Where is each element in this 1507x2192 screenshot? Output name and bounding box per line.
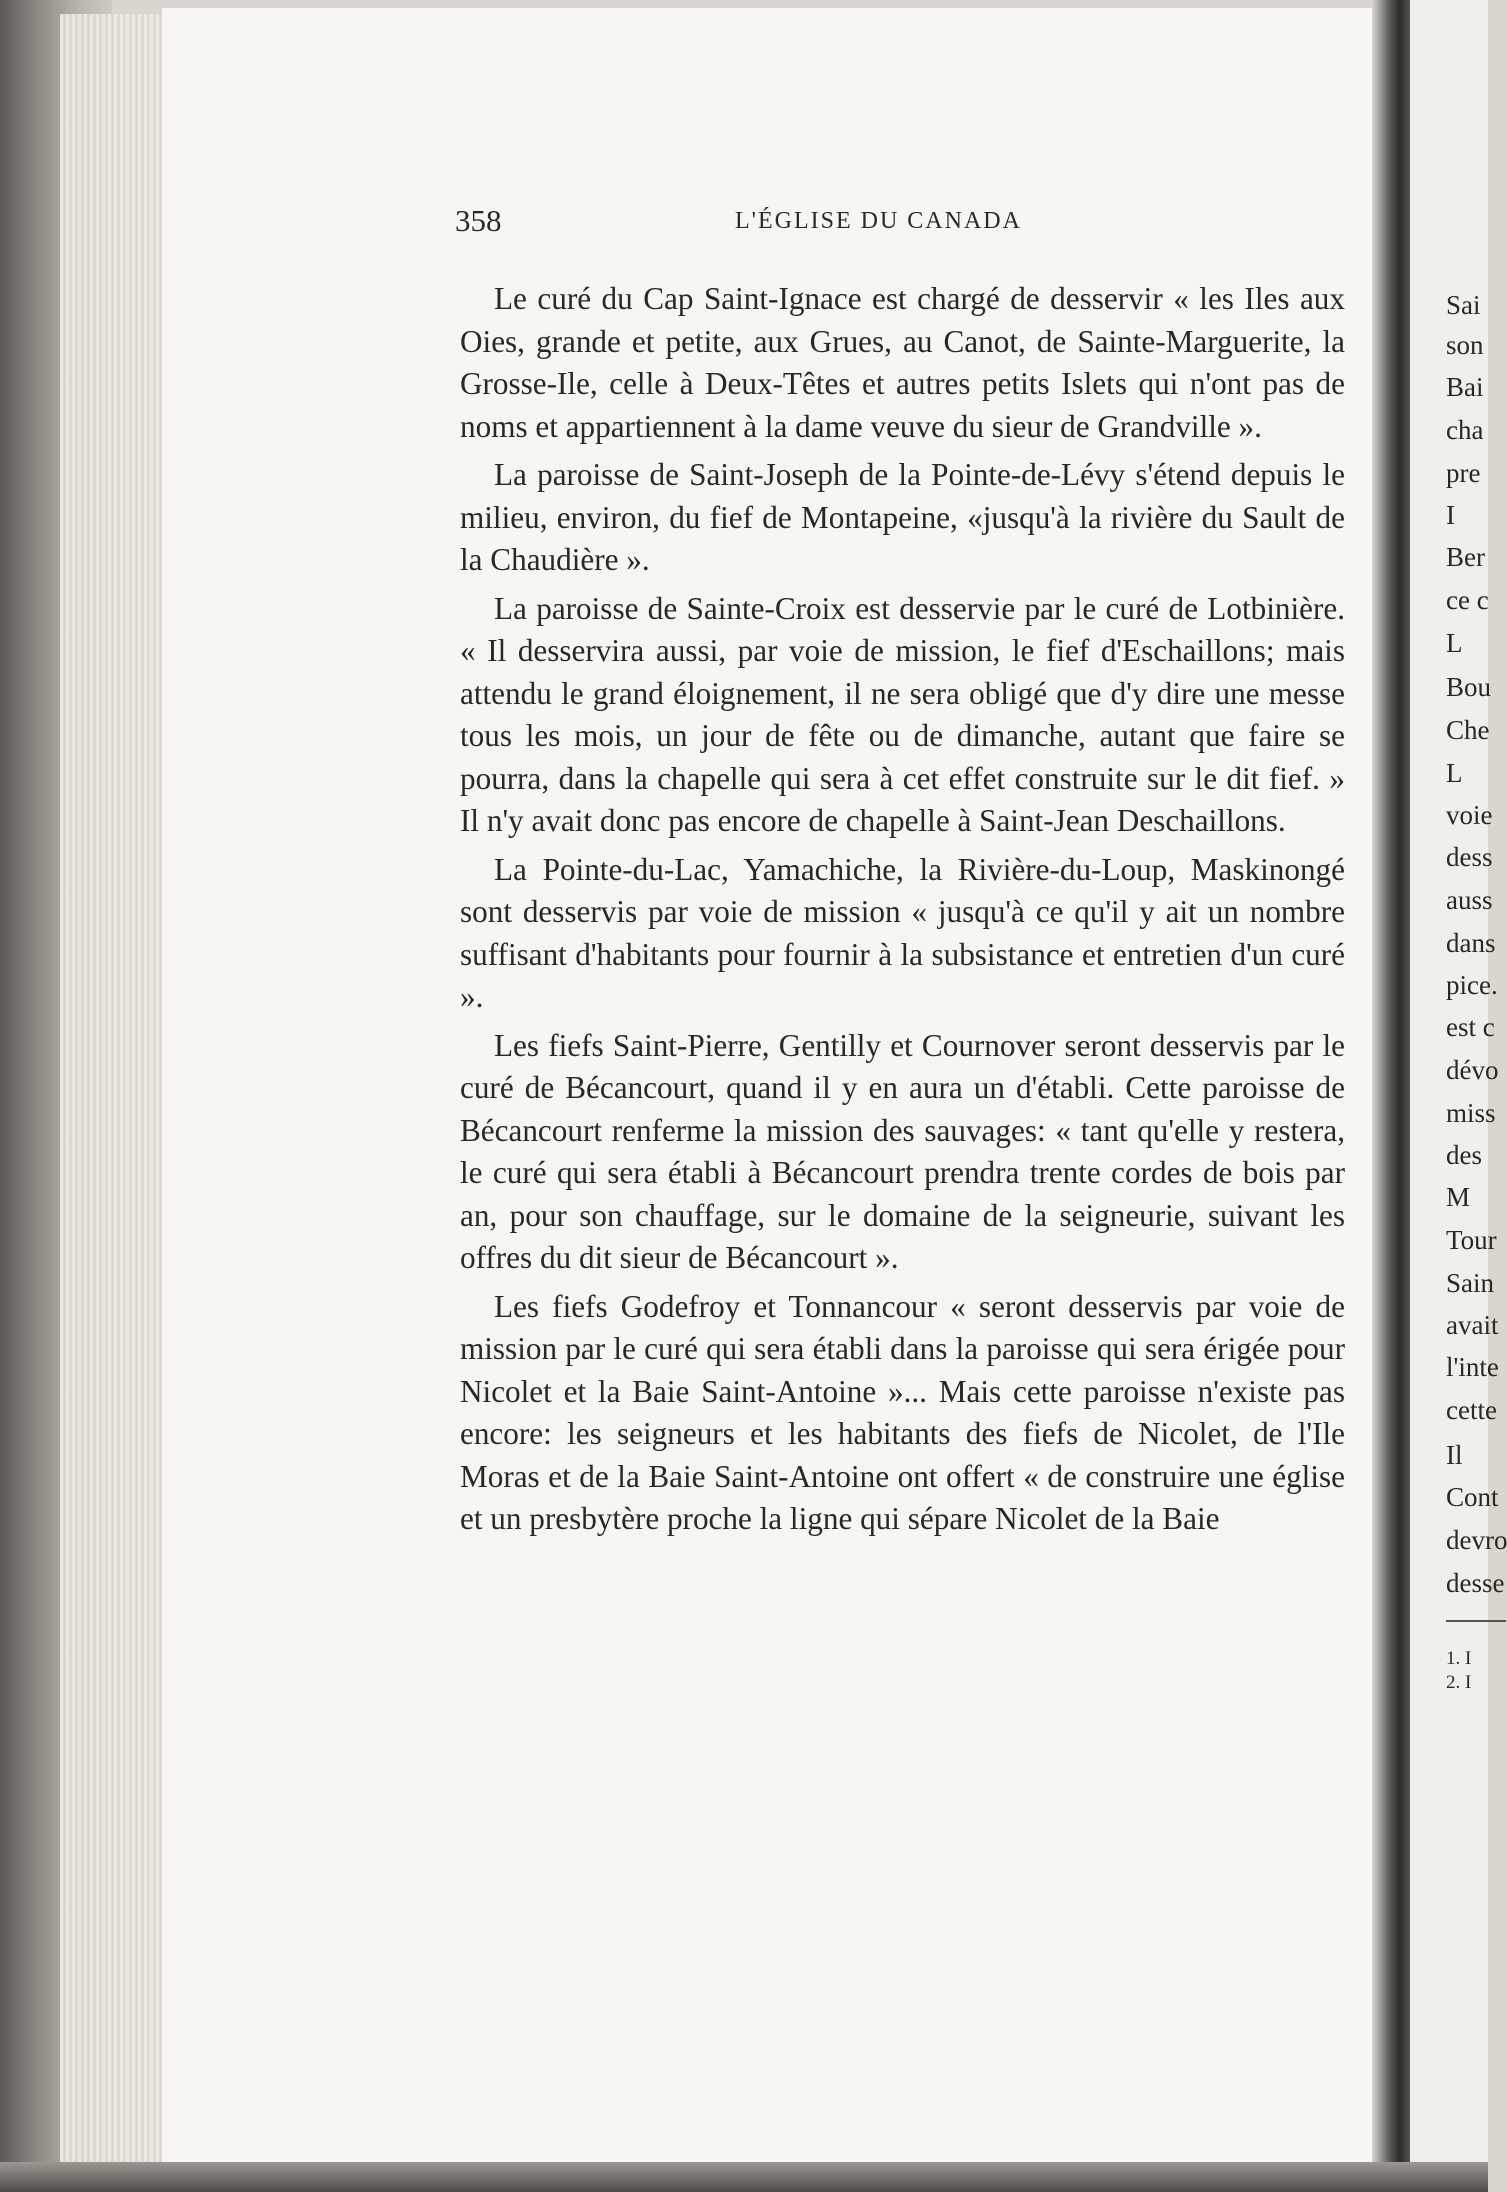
bottom-edge — [0, 2162, 1488, 2192]
next-page-fragment: cette — [1446, 1395, 1497, 1425]
next-page-fragment: dans — [1446, 928, 1496, 958]
next-page-fragment: pre — [1446, 458, 1481, 488]
next-page-fragment: Che — [1446, 715, 1490, 745]
next-page-fragment: des — [1446, 1140, 1482, 1170]
next-page-fragment: L — [1446, 628, 1463, 658]
next-page-fragment: pice. — [1446, 970, 1498, 1000]
paragraph: Les fiefs Godefroy et Tonnancour « seront desservis par voie de mission par le curé qui sera établi dans la paroisse qui sera érigée pour Nicolet et la Baie Saint-Antoine »... Mais cette paroisse n'existe pas encore: les seigneurs et les habitants des fiefs de Nicolet, de l'Ile Moras et de la Baie Saint-Antoine ont offert « de construire une église et un presbytère proche la ligne qui sépare Nicolet de la Baie — [460, 1288, 1345, 1536]
next-page-fragment: Bai — [1446, 372, 1484, 402]
next-page-fragment: avait — [1446, 1310, 1499, 1340]
book-page-right-edge — [1410, 0, 1507, 2192]
paragraph: La paroisse de Saint-Joseph de la Pointe-de-Lévy s'étend depuis le milieu, environ, du fief de Montapeine, «jusqu'à la rivière du Sault de la Chaudière ». — [460, 457, 1345, 577]
next-page-fragment: cha — [1446, 415, 1484, 445]
next-page-fragment: Tour — [1446, 1225, 1497, 1255]
next-page-footnote: 2. I — [1446, 1672, 1472, 1693]
next-page-fragment: ce c — [1446, 585, 1489, 615]
next-page-fragment: dess — [1446, 842, 1493, 872]
next-page-fragment: Sai — [1446, 290, 1481, 320]
next-page-fragment: voie — [1446, 800, 1493, 830]
next-page-fragment: Sain — [1446, 1268, 1495, 1298]
next-page-fragment: dévo — [1446, 1055, 1499, 1085]
next-page-fragment: Il — [1446, 1440, 1463, 1470]
next-page-fragment: auss — [1446, 885, 1493, 915]
book-gutter — [1372, 0, 1412, 2192]
next-page-footnote: 1. I — [1446, 1648, 1472, 1669]
paragraph: Les fiefs Saint-Pierre, Gentilly et Cournover seront desservis par le curé de Bécancourt, quand il y en aura un d'établi. Cette paroisse de Bécancourt renferme la mission des sauvages: « tant qu'elle y restera, le curé qui sera établi à Bécancourt prendra trente cordes de bois par an, pour son chauffage, sur le domaine de la seigneurie, suivant les offres du dit sieur de Bécancourt ». — [460, 1027, 1345, 1275]
next-page-fragment: l'inte — [1446, 1352, 1499, 1382]
next-page-fragment: miss — [1446, 1098, 1496, 1128]
next-page-fragment: est c — [1446, 1012, 1495, 1042]
next-page-fragment: son — [1446, 330, 1484, 360]
running-head-title: L'ÉGLISE DU CANADA — [735, 208, 1022, 234]
next-page-fragment: M — [1446, 1182, 1471, 1212]
next-page-fragment: desse — [1446, 1568, 1505, 1598]
next-page-fragment: devro — [1446, 1525, 1507, 1555]
paragraph: Le curé du Cap Saint-Ignace est chargé de desservir « les Iles aux Oies, grande et petite, aux Grues, au Canot, de Sainte-Marguerite, la Grosse-Ile, celle à Deux-Têtes et autres petits Islets qui n'ont pas de noms et appartiennent à la dame veuve du sieur de Grandville ». — [460, 281, 1345, 444]
next-page-fragment: Bou — [1446, 672, 1492, 702]
page-edges — [60, 14, 170, 2174]
body-text — [460, 278, 1345, 1547]
running-head — [455, 203, 1345, 243]
next-page-fragment: L — [1446, 758, 1463, 788]
next-page-fragment: Cont — [1446, 1482, 1499, 1512]
footnote-rule — [1446, 1620, 1506, 1622]
page-number: 358 — [455, 203, 502, 238]
paragraph: La Pointe-du-Lac, Yamachiche, la Rivière-du-Loup, Maskinongé sont desservis par voie de mission « jusqu'à ce qu'il y ait un nombre suffisant d'habitants pour fournir à la subsistance et entretien d'un curé ». — [460, 851, 1345, 1014]
next-page-fragment: I — [1446, 500, 1455, 530]
next-page-fragment: Ber — [1446, 542, 1485, 572]
paragraph: La paroisse de Sainte-Croix est desservie par le curé de Lotbinière. « Il desservira aussi, par voie de mission, le fief d'Eschaillons; mais attendu le grand éloignement, il ne sera obligé que d'y dire une messe tous les mois, un jour de fête ou de dimanche, autant que faire se pourra, dans la chapelle qui sera à cet effet construite sur le dit fief. » Il n'y avait donc pas encore de chapelle à Saint-Jean Deschaillons. — [460, 590, 1345, 838]
